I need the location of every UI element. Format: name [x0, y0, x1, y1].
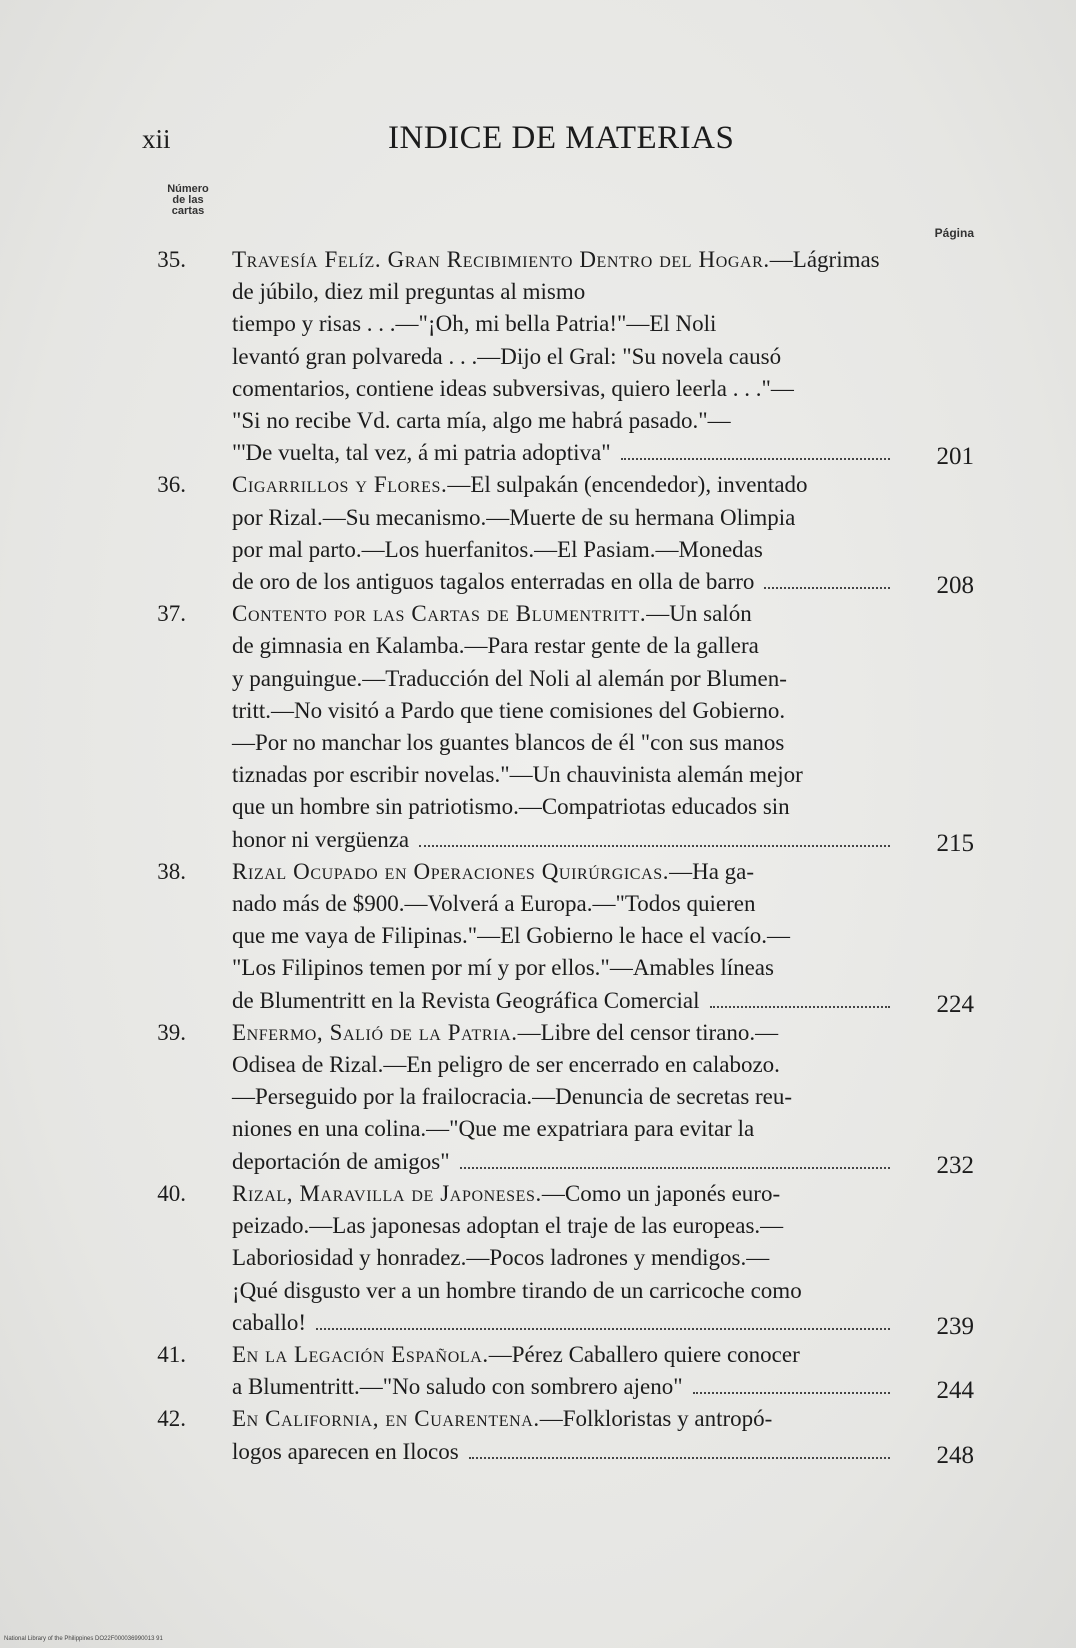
entry-body: [232, 1017, 892, 1178]
entry-line: tiempo y risas . . .—"¡Oh, mi bella Patria!"—El Noli: [232, 311, 717, 337]
entry-line: —Por no manchar los guantes blancos de él "con sus manos: [232, 730, 785, 756]
dot-leader: [764, 587, 890, 589]
entry-title: En la Legación Española.: [232, 1341, 489, 1367]
entry-number: 40.: [157, 1180, 186, 1206]
entry-text: a Blumentritt.—"No saludo con sombrero ajeno": [232, 1374, 683, 1400]
entry-body: [232, 598, 892, 856]
entry-last-line: [232, 1371, 892, 1403]
entry-text: deportación de amigos": [232, 1148, 450, 1174]
entry-line: Laboriosidad y honradez.—Pocos ladrones y mendigos.—: [232, 1245, 770, 1271]
toc-entry: [140, 856, 982, 1017]
entry-last-line: [232, 824, 892, 856]
entry-title: Enfermo, Salió de la Patria.: [232, 1019, 518, 1045]
table-of-contents: [140, 244, 982, 1468]
entry-line: [232, 856, 892, 888]
entry-title: Contento por las Cartas de Blumentritt.: [232, 601, 647, 627]
entry-page-number: 201: [936, 443, 974, 471]
entry-text: —Como un japonés euro-: [541, 1180, 781, 1206]
entry-text: —Folkloristas y antropó-: [539, 1406, 773, 1432]
entry-body: [232, 856, 892, 1017]
entry-text: "'De vuelta, tal vez, á mi patria adoptiva": [232, 440, 611, 466]
entry-text: de Blumentritt en la Revista Geográfica Comercial: [232, 987, 700, 1013]
entry-page-number: 244: [936, 1377, 974, 1405]
entry-text: de oro de los antiguos tagalos enterradas en olla de barro: [232, 569, 755, 595]
entry-line: comentarios, contiene ideas subversivas, quiero leerla . . ."—: [232, 375, 794, 401]
entry-line: y panguingue.—Traducción del Noli al alemán por Blumen-: [232, 665, 787, 691]
entry-line: [232, 469, 892, 501]
dot-leader: [621, 458, 890, 460]
entry-line: nado más de $900.—Volverá a Europa.—"Todos quieren: [232, 891, 756, 917]
entry-text: —Libre del censor tirano.—: [517, 1019, 779, 1045]
library-credit: National Library of the Philippines DO22F000036990013 91: [4, 1636, 163, 1642]
entry-page-number: 215: [936, 829, 974, 857]
entry-last-line: [232, 1146, 892, 1178]
entry-line: de gimnasia en Kalamba.—Para restar gente de la gallera: [232, 633, 759, 659]
page-title: INDICE DE MATERIAS: [388, 120, 735, 156]
dot-leader: [469, 1457, 890, 1459]
entry-line: peizado.—Las japonesas adoptan el traje de las europeas.—: [232, 1213, 784, 1239]
entry-number: 41.: [157, 1341, 186, 1367]
entry-title: Cigarrillos y Flores.: [232, 472, 448, 498]
entry-text: honor ni vergüenza: [232, 826, 410, 852]
entry-line: por mal parto.—Los huerfanitos.—El Pasiam.—Monedas: [232, 536, 763, 562]
entry-number: 37.: [157, 601, 186, 627]
entry-line: niones en una colina.—"Que me expatriara para evitar la: [232, 1116, 755, 1142]
entry-line: —Perseguido por la frailocracia.—Denuncia de secretas reu-: [232, 1084, 793, 1110]
entry-line: por Rizal.—Su mecanismo.—Muerte de su hermana Olimpia: [232, 504, 796, 530]
entry-title: Rizal Ocupado en Operaciones Quirúrgicas.: [232, 858, 670, 884]
entry-title: Travesía Felíz. Gran Recibimiento Dentro del Hogar.: [232, 247, 770, 272]
entry-number: 39.: [157, 1019, 186, 1045]
entry-body: [232, 1339, 892, 1403]
entry-page-number: 232: [936, 1151, 974, 1179]
column-label-line: Número: [167, 183, 209, 195]
dot-leader: [710, 1006, 890, 1008]
entry-last-line: [232, 985, 892, 1017]
entry-body: [232, 1403, 892, 1467]
entry-title: Rizal, Maravilla de Japoneses.: [232, 1180, 542, 1206]
entry-number: 38.: [157, 858, 186, 884]
entry-line: "Si no recibe Vd. carta mía, algo me habrá pasado."—: [232, 408, 731, 434]
entry-line: [232, 1339, 892, 1371]
entry-line: que me vaya de Filipinas."—El Gobierno le hace el vacío.—: [232, 923, 791, 949]
toc-entry: [140, 1178, 982, 1339]
dot-leader: [460, 1167, 890, 1169]
entry-text: —Un salón: [646, 601, 752, 627]
entry-line: levantó gran polvareda . . .—Dijo el Gral: "Su novela causó: [232, 343, 782, 369]
entry-last-line: [232, 1307, 892, 1339]
toc-entry: [140, 469, 982, 598]
entry-body: [232, 1178, 892, 1339]
entry-line: que un hombre sin patriotismo.—Compatriotas educados sin: [232, 794, 790, 820]
entry-last-line: [232, 566, 892, 598]
page-number: xii: [142, 124, 171, 154]
entry-title: En California, en Cuarentena.: [232, 1406, 540, 1432]
entry-body: [232, 469, 892, 598]
entry-line: [232, 598, 892, 630]
entry-line: [232, 244, 892, 308]
entry-last-line: [232, 437, 892, 469]
entry-number: 35.: [157, 247, 186, 272]
entry-line: [232, 1178, 892, 1210]
entry-page-number: 248: [936, 1441, 974, 1469]
letter-number-column-label: [152, 184, 224, 217]
entry-line: tiznadas por escribir novelas."—Un chauvinista alemán mejor: [232, 762, 803, 788]
dot-leader: [316, 1328, 890, 1330]
entry-page-number: 208: [936, 572, 974, 600]
entry-text: —Ha ga-: [669, 858, 755, 884]
column-label-line: de las: [172, 194, 204, 206]
toc-entry: [140, 1017, 982, 1178]
entry-number: 36.: [157, 472, 186, 498]
entry-line: ¡Qué disgusto ver a un hombre tirando de un carricoche como: [232, 1277, 802, 1303]
toc-entry: [140, 598, 982, 856]
entry-text: caballo!: [232, 1309, 307, 1335]
entry-last-line: [232, 1436, 892, 1468]
page-column-label: Página: [934, 226, 974, 240]
toc-entry: [140, 1339, 982, 1403]
toc-entry: [140, 1403, 982, 1467]
entry-number: 42.: [157, 1406, 186, 1432]
entry-line: tritt.—No visitó a Pardo que tiene comisiones del Gobierno.: [232, 697, 786, 723]
dot-leader: [693, 1392, 890, 1394]
column-label-line: cartas: [171, 205, 205, 217]
entry-line: [232, 1017, 892, 1049]
entry-page-number: 239: [936, 1312, 974, 1340]
entry-line: "Los Filipinos temen por mí y por ellos."—Amables líneas: [232, 955, 774, 981]
entry-text: —Lágrimas de júbilo, diez mil preguntas al mismo: [232, 247, 880, 305]
toc-entry: [140, 244, 982, 469]
entry-line: Odisea de Rizal.—En peligro de ser encerrado en calabozo.: [232, 1052, 780, 1078]
entry-text: —Pérez Caballero quiere conocer: [488, 1341, 800, 1367]
entry-text: logos aparecen en Ilocos: [232, 1438, 459, 1464]
dot-leader: [419, 845, 890, 847]
entry-text: —El sulpakán (encendedor), inventado: [447, 472, 808, 498]
entry-body: [232, 244, 892, 469]
entry-line: [232, 1403, 892, 1435]
entry-page-number: 224: [936, 990, 974, 1018]
